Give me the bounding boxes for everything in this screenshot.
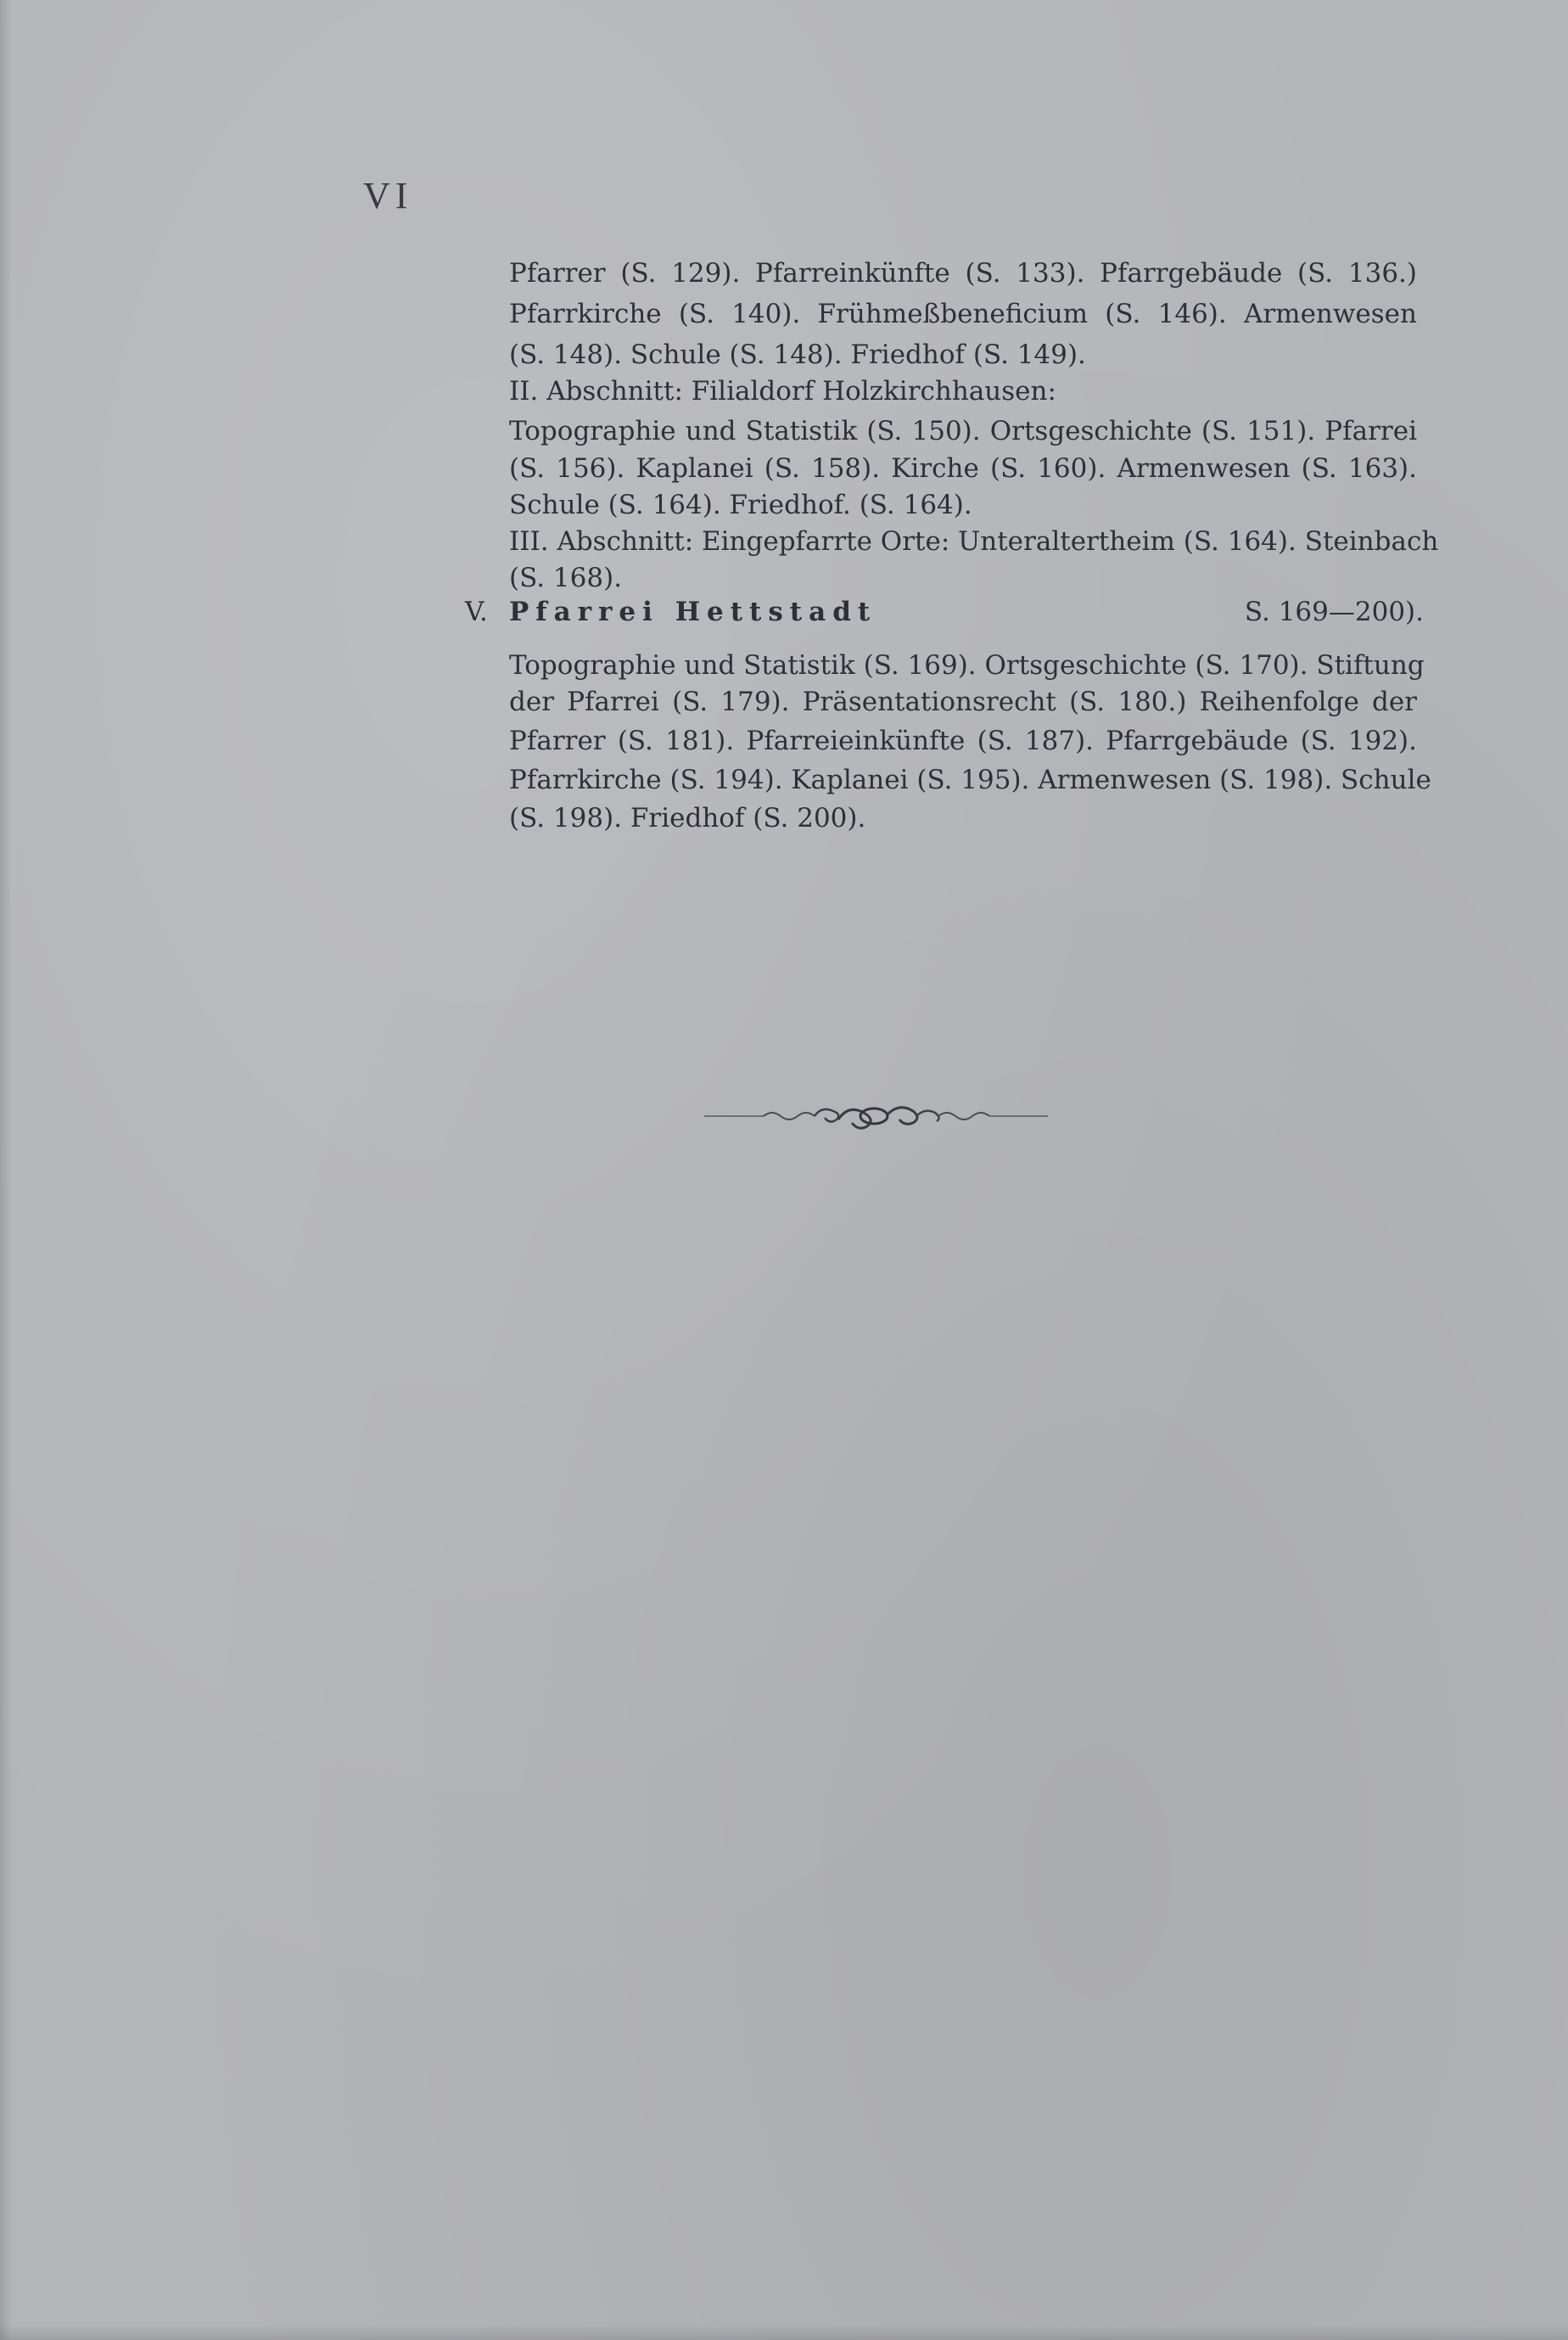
toc-line: Schule (S. 164). Friedhof. (S. 164).	[509, 490, 972, 520]
section-number: V.	[465, 597, 488, 627]
toc-line: (S. 156). Kaplanei (S. 158). Kirche (S. 160). Armenwesen (S. 163).	[509, 453, 1417, 484]
page-edge-shadow-left	[0, 0, 12, 2340]
toc-line: Pfarrer (S. 129). Pfarreinkünfte (S. 133). Pfarrgebäude (S. 136.)	[509, 258, 1417, 289]
toc-line: (S. 198). Friedhof (S. 200).	[509, 803, 866, 833]
toc-line: Topographie und Statistik (S. 150). Ortsgeschichte (S. 151). Pfarrei	[509, 416, 1417, 446]
page-number: VI	[363, 175, 413, 216]
toc-line: (S. 168).	[509, 563, 623, 593]
toc-line: Topographie und Statistik (S. 169). Ortsgeschichte (S. 170). Stiftung	[509, 650, 1425, 681]
toc-line: Pfarrkirche (S. 194). Kaplanei (S. 195). Armenwesen (S. 198). Schule	[509, 765, 1431, 795]
section-title: Pfarrei Hettstadt	[509, 597, 877, 627]
ornament-divider	[687, 1099, 1061, 1133]
toc-line: der Pfarrei (S. 179). Präsentationsrecht (S. 180.) Reihenfolge der	[509, 687, 1417, 717]
page-edge-shadow-bottom	[0, 2325, 1568, 2340]
toc-subsection-heading: III. Abschnitt: Eingepfarrte Orte: Unteraltertheim (S. 164). Steinbach	[509, 526, 1439, 557]
toc-subsection-heading: II. Abschnitt: Filialdorf Holzkirchhausen:	[509, 376, 1056, 407]
section-heading	[465, 594, 1424, 635]
section-page-range: S. 169—200).	[1244, 597, 1424, 627]
toc-line: Pfarrer (S. 181). Pfarreieinkünfte (S. 187). Pfarrgebäude (S. 192).	[509, 726, 1417, 756]
toc-line: Pfarrkirche (S. 140). Frühmeßbeneficium (S. 146). Armenwesen	[509, 299, 1417, 329]
toc-line: (S. 148). Schule (S. 148). Friedhof (S. 149).	[509, 339, 1086, 370]
